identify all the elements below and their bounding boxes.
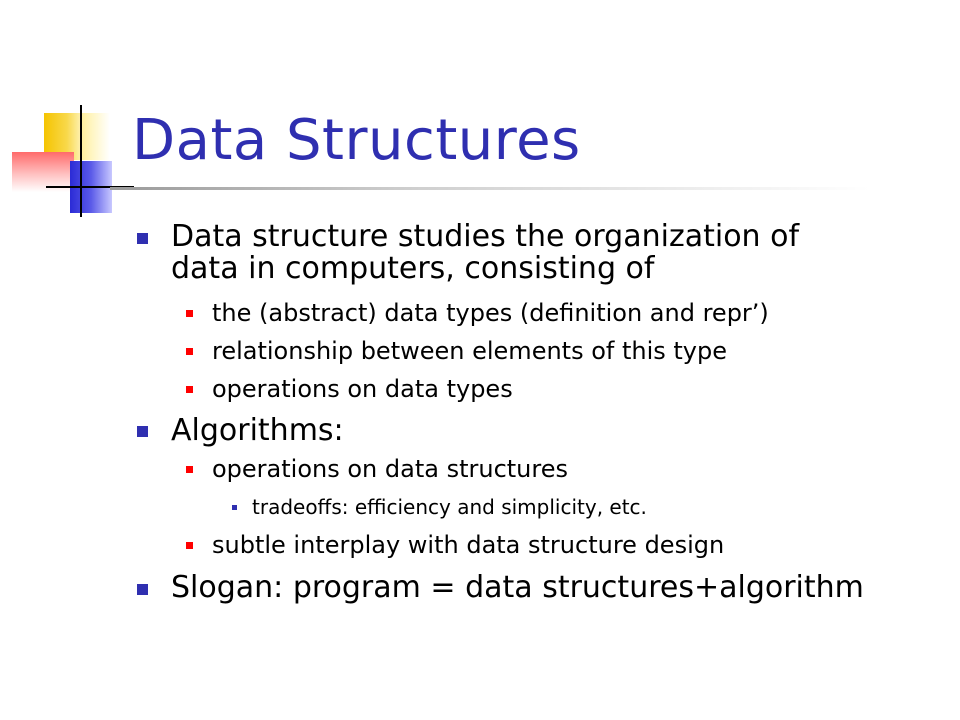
- bullet-text: Data structure studies the organization of: [171, 219, 800, 254]
- sub-bullet-text: relationship between elements of this type: [212, 337, 728, 365]
- corner-logo: [0, 0, 140, 230]
- sub-sub-bullet-text: tradeoffs: efficiency and simplicity, etc.: [252, 495, 647, 519]
- sub-bullet-text: operations on data structures: [212, 455, 568, 483]
- logo-yellow-fade: [82, 113, 110, 160]
- bullet-text: Slogan: program = data structures+algorithm: [171, 570, 864, 605]
- logo-vertical-line: [80, 105, 82, 217]
- sub-sub-bullet-marker: [232, 505, 237, 510]
- sub-bullet-text: operations on data types: [212, 375, 513, 403]
- bullet-marker: [137, 233, 148, 244]
- sub-bullet-marker: [186, 466, 193, 473]
- sub-bullet-marker: [186, 310, 193, 317]
- bullet-marker: [137, 584, 148, 595]
- sub-bullet-text: subtle interplay with data structure design: [212, 531, 725, 559]
- bullet-text-continued: data in computers, consisting of: [171, 251, 655, 286]
- bullet-marker: [137, 426, 148, 437]
- sub-bullet-marker: [186, 348, 193, 355]
- sub-bullet-marker: [186, 542, 193, 549]
- slide-title: Data Structures: [132, 108, 581, 173]
- bullet-text: Algorithms:: [171, 413, 344, 448]
- sub-bullet-marker: [186, 386, 193, 393]
- title-underline: [110, 187, 870, 190]
- sub-bullet-text: the (abstract) data types (definition and repr’): [212, 299, 769, 327]
